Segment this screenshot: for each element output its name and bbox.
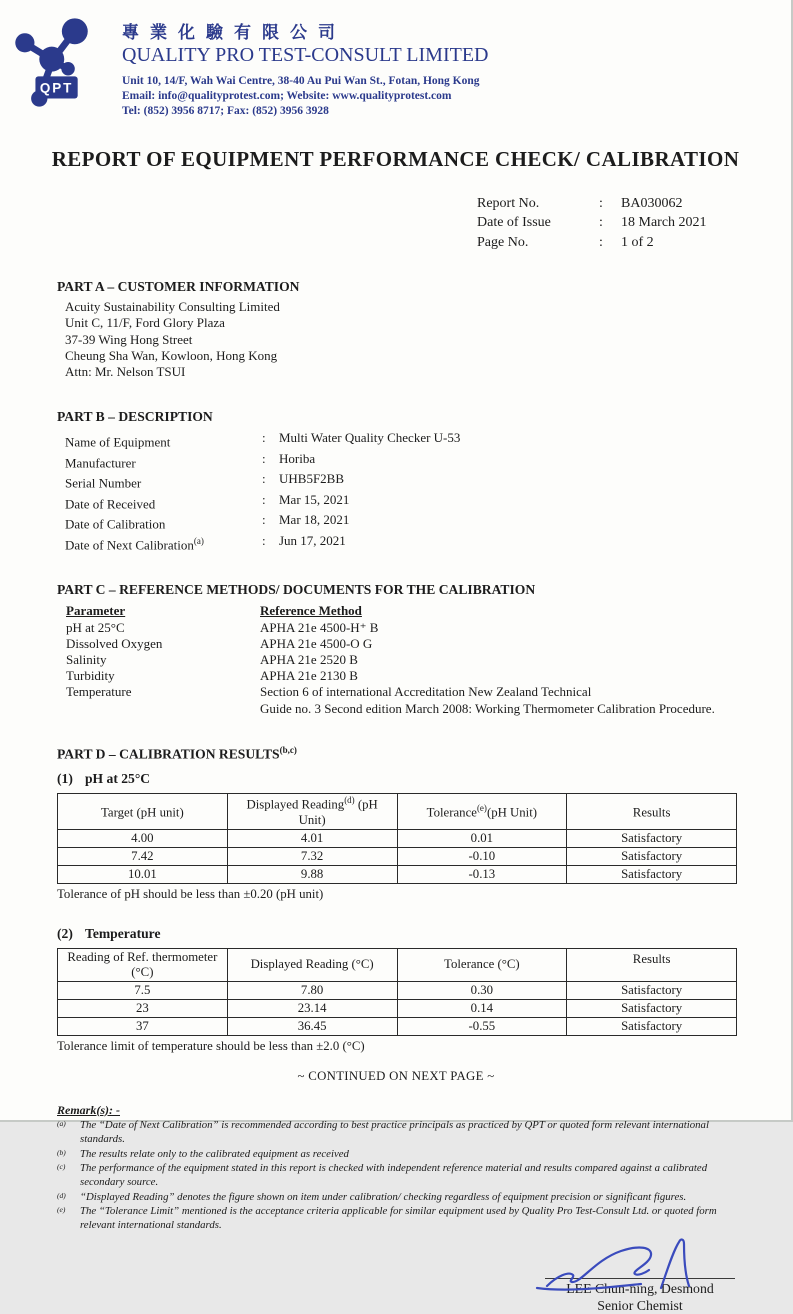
svg-text:QPT: QPT [39,80,74,96]
tel-line: Tel: (852) 3956 8717; Fax: (852) 3956 3928 [122,105,329,118]
page-no-value: 1 of 2 [621,235,654,251]
remark-item: (c) The performance of the equipment stated in this report is checked with independent reference material and results compared against a calibrated secondary source. [57,1162,708,1189]
customer-line: Cheung Sha Wan, Kowloon, Hong Kong [65,347,278,363]
desc-value: Horiba [279,450,316,466]
signature-line [545,1278,735,1279]
remark-item: (d) “Displayed Reading” denotes the figure shown on item under calibration/ checking regardless of equipment precision or significant figures. [57,1190,687,1203]
company-name: QUALITY PRO TEST-CONSULT LIMITED [122,44,489,66]
table-row: 4.00 4.01 0.01 Satisfactory [58,829,737,847]
email-line: Email: info@qualityprotest.com; Website: www.qualityprotest.com [122,90,452,103]
table-row: 7.42 7.32 -0.10 Satisfactory [58,847,737,865]
report-no-label: Report No. [477,195,540,211]
ref-method-multiline: Section 6 of international Accreditation New Zealand Technical Guide no. 3 Second edition March 2008: Working Thermometer Calibration Procedure. [260,684,715,716]
ref-row: pH at 25°C APHA 21e 4500-H⁺ B [66,619,379,635]
ref-row: Salinity APHA 21e 2520 B [66,651,358,667]
ref-row: Temperature Section 6 of international Accreditation New Zealand Technical Guide no. 3 Second edition March 2008: Working Thermometer Calibration Procedure. [66,684,735,716]
customer-line: Unit C, 11/F, Ford Glory Plaza [65,315,225,331]
part-c-heading: PART C – REFERENCE METHODS/ DOCUMENTS FOR THE CALIBRATION [57,582,536,598]
table-row: 7.5 7.80 0.30 Satisfactory [58,981,737,999]
company-block [122,14,489,120]
ph-table-header-row [58,794,737,829]
ph-tolerance-note: Tolerance of pH should be less than ±0.20 (pH unit) [57,886,324,901]
temp-table-header-row [58,948,737,981]
part-b-heading: PART B – DESCRIPTION [57,409,213,425]
part-a-heading: PART A – CUSTOMER INFORMATION [57,279,300,295]
col-header-displayed-reading: Displayed Reading$^{(d)}$ (pH Unit) [227,794,397,829]
desc-label: Name of Equipment [65,434,171,450]
company-name-chinese: 專業化驗有限公司 [122,23,346,42]
method-col-header: Reference Method [260,603,362,619]
date-of-issue-label: Date of Issue [477,215,551,231]
report-body [0,194,791,1314]
part-d-heading: PART D – CALIBRATION RESULTS$^{(b,c)}$ [57,744,297,762]
col-header-results: Results [567,948,737,981]
temperature-tolerance-note: Tolerance limit of temperature should be less than ±2.0 (°C) [57,1038,365,1053]
equipment-description [65,430,735,553]
col-header-tolerance: Tolerance (°C) [397,948,567,981]
company-contact [122,74,489,120]
col-header-results: Results [567,794,737,829]
date-of-issue-value: 18 March 2021 [621,215,707,231]
desc-value: Jun 17, 2021 [279,532,346,548]
page-no-row: Page No. : 1 of 2 [477,233,735,253]
table-row: 10.01 9.88 -0.13 Satisfactory [58,865,737,883]
desc-row: Date of Received : Mar 15, 2021 [65,491,350,512]
col-header-target: Target (pH unit) [58,794,228,829]
signatory-title: Senior Chemist [597,1298,683,1314]
remark-item: (a) The “Date of Next Calibration” is recommended according to best practice principals as practiced by QPT or quoted form relevant international standards. [57,1119,709,1146]
desc-label: Serial Number [65,475,142,491]
molecule-logo-icon [12,14,104,110]
col-header-ref-thermometer: Reading of Ref. thermometer (°C) [58,948,228,981]
customer-line: Acuity Sustainability Consulting Limited [65,299,280,315]
desc-value: Mar 15, 2021 [279,491,350,507]
continued-on-next-page: ~ CONTINUED ON NEXT PAGE ~ [297,1068,495,1083]
report-title: REPORT OF EQUIPMENT PERFORMANCE CHECK/ CALIBRATION [51,146,740,171]
ref-row: Turbidity APHA 21e 2130 B [66,668,358,684]
desc-row: Date of Calibration : Mar 18, 2021 [65,512,350,532]
desc-value: Mar 18, 2021 [279,512,350,528]
desc-value: UHB5F2BB [279,471,345,487]
remarks-heading: Remark(s): - [57,1102,120,1117]
col-header-displayed-reading: Displayed Reading (°C) [227,948,397,981]
remarks-section [57,1103,735,1233]
desc-row: Date of Next Calibration$^{(a)}$ : Jun 17, 2021 [65,532,346,553]
report-no-row: Report No. : BA030062 [477,194,735,214]
reference-methods [66,603,735,716]
desc-row: Serial Number : UHB5F2BB [65,471,345,491]
qpt-logo [12,14,104,110]
desc-row: Name of Equipment : Multi Water Quality Checker U-53 [65,430,461,450]
remark-item: (b) The results relate only to the calibrated equipment as received [57,1147,349,1160]
report-meta [477,194,735,254]
address-line: Unit 10, 14/F, Wah Wai Centre, 38-40 Au Pui Wan St., Fotan, Hong Kong [122,75,480,87]
desc-value: Multi Water Quality Checker U-53 [279,430,461,446]
letterhead [0,0,791,120]
temperature-section-heading: (2) Temperature [57,925,161,941]
customer-info [65,299,735,380]
ph-results-table [57,793,737,883]
desc-label: Date of Calibration [65,516,166,532]
desc-row: Manufacturer : Horiba [65,450,316,471]
remark-item: (e) The “Tolerance Limit” mentioned is the acceptance criteria applicable for similar equipment used by Quality Pro Test-Consult Ltd. or quoted form relevant international standards. [57,1205,717,1232]
desc-label: Manufacturer [65,455,136,471]
desc-label: Date of Received [65,496,156,512]
parameter-col-header: Parameter [66,603,126,619]
signatory-name: LEE Chun-ning, Desmond [566,1281,714,1297]
customer-line: Attn: Mr. Nelson TSUI [65,363,186,379]
table-row: 23 23.14 0.14 Satisfactory [58,999,737,1017]
report-no-value: BA030062 [621,195,683,211]
customer-line: 37-39 Wing Hong Street [65,331,193,347]
table-row: 37 36.45 -0.55 Satisfactory [58,1017,737,1035]
ph-section-heading: (1) pH at 25°C [57,771,151,787]
temperature-results-table [57,948,737,1036]
ref-row: Dissolved Oxygen APHA 21e 4500-O G [66,635,373,651]
col-header-tolerance: Tolerance$^{(e)}$(pH Unit) [397,794,567,829]
signature-block [545,1278,735,1314]
page-no-label: Page No. [477,235,529,251]
date-of-issue-row: Date of Issue : 18 March 2021 [477,213,735,233]
ref-header-row [66,603,735,619]
desc-label: Date of Next Calibration$^{(a)}$ [65,535,204,553]
